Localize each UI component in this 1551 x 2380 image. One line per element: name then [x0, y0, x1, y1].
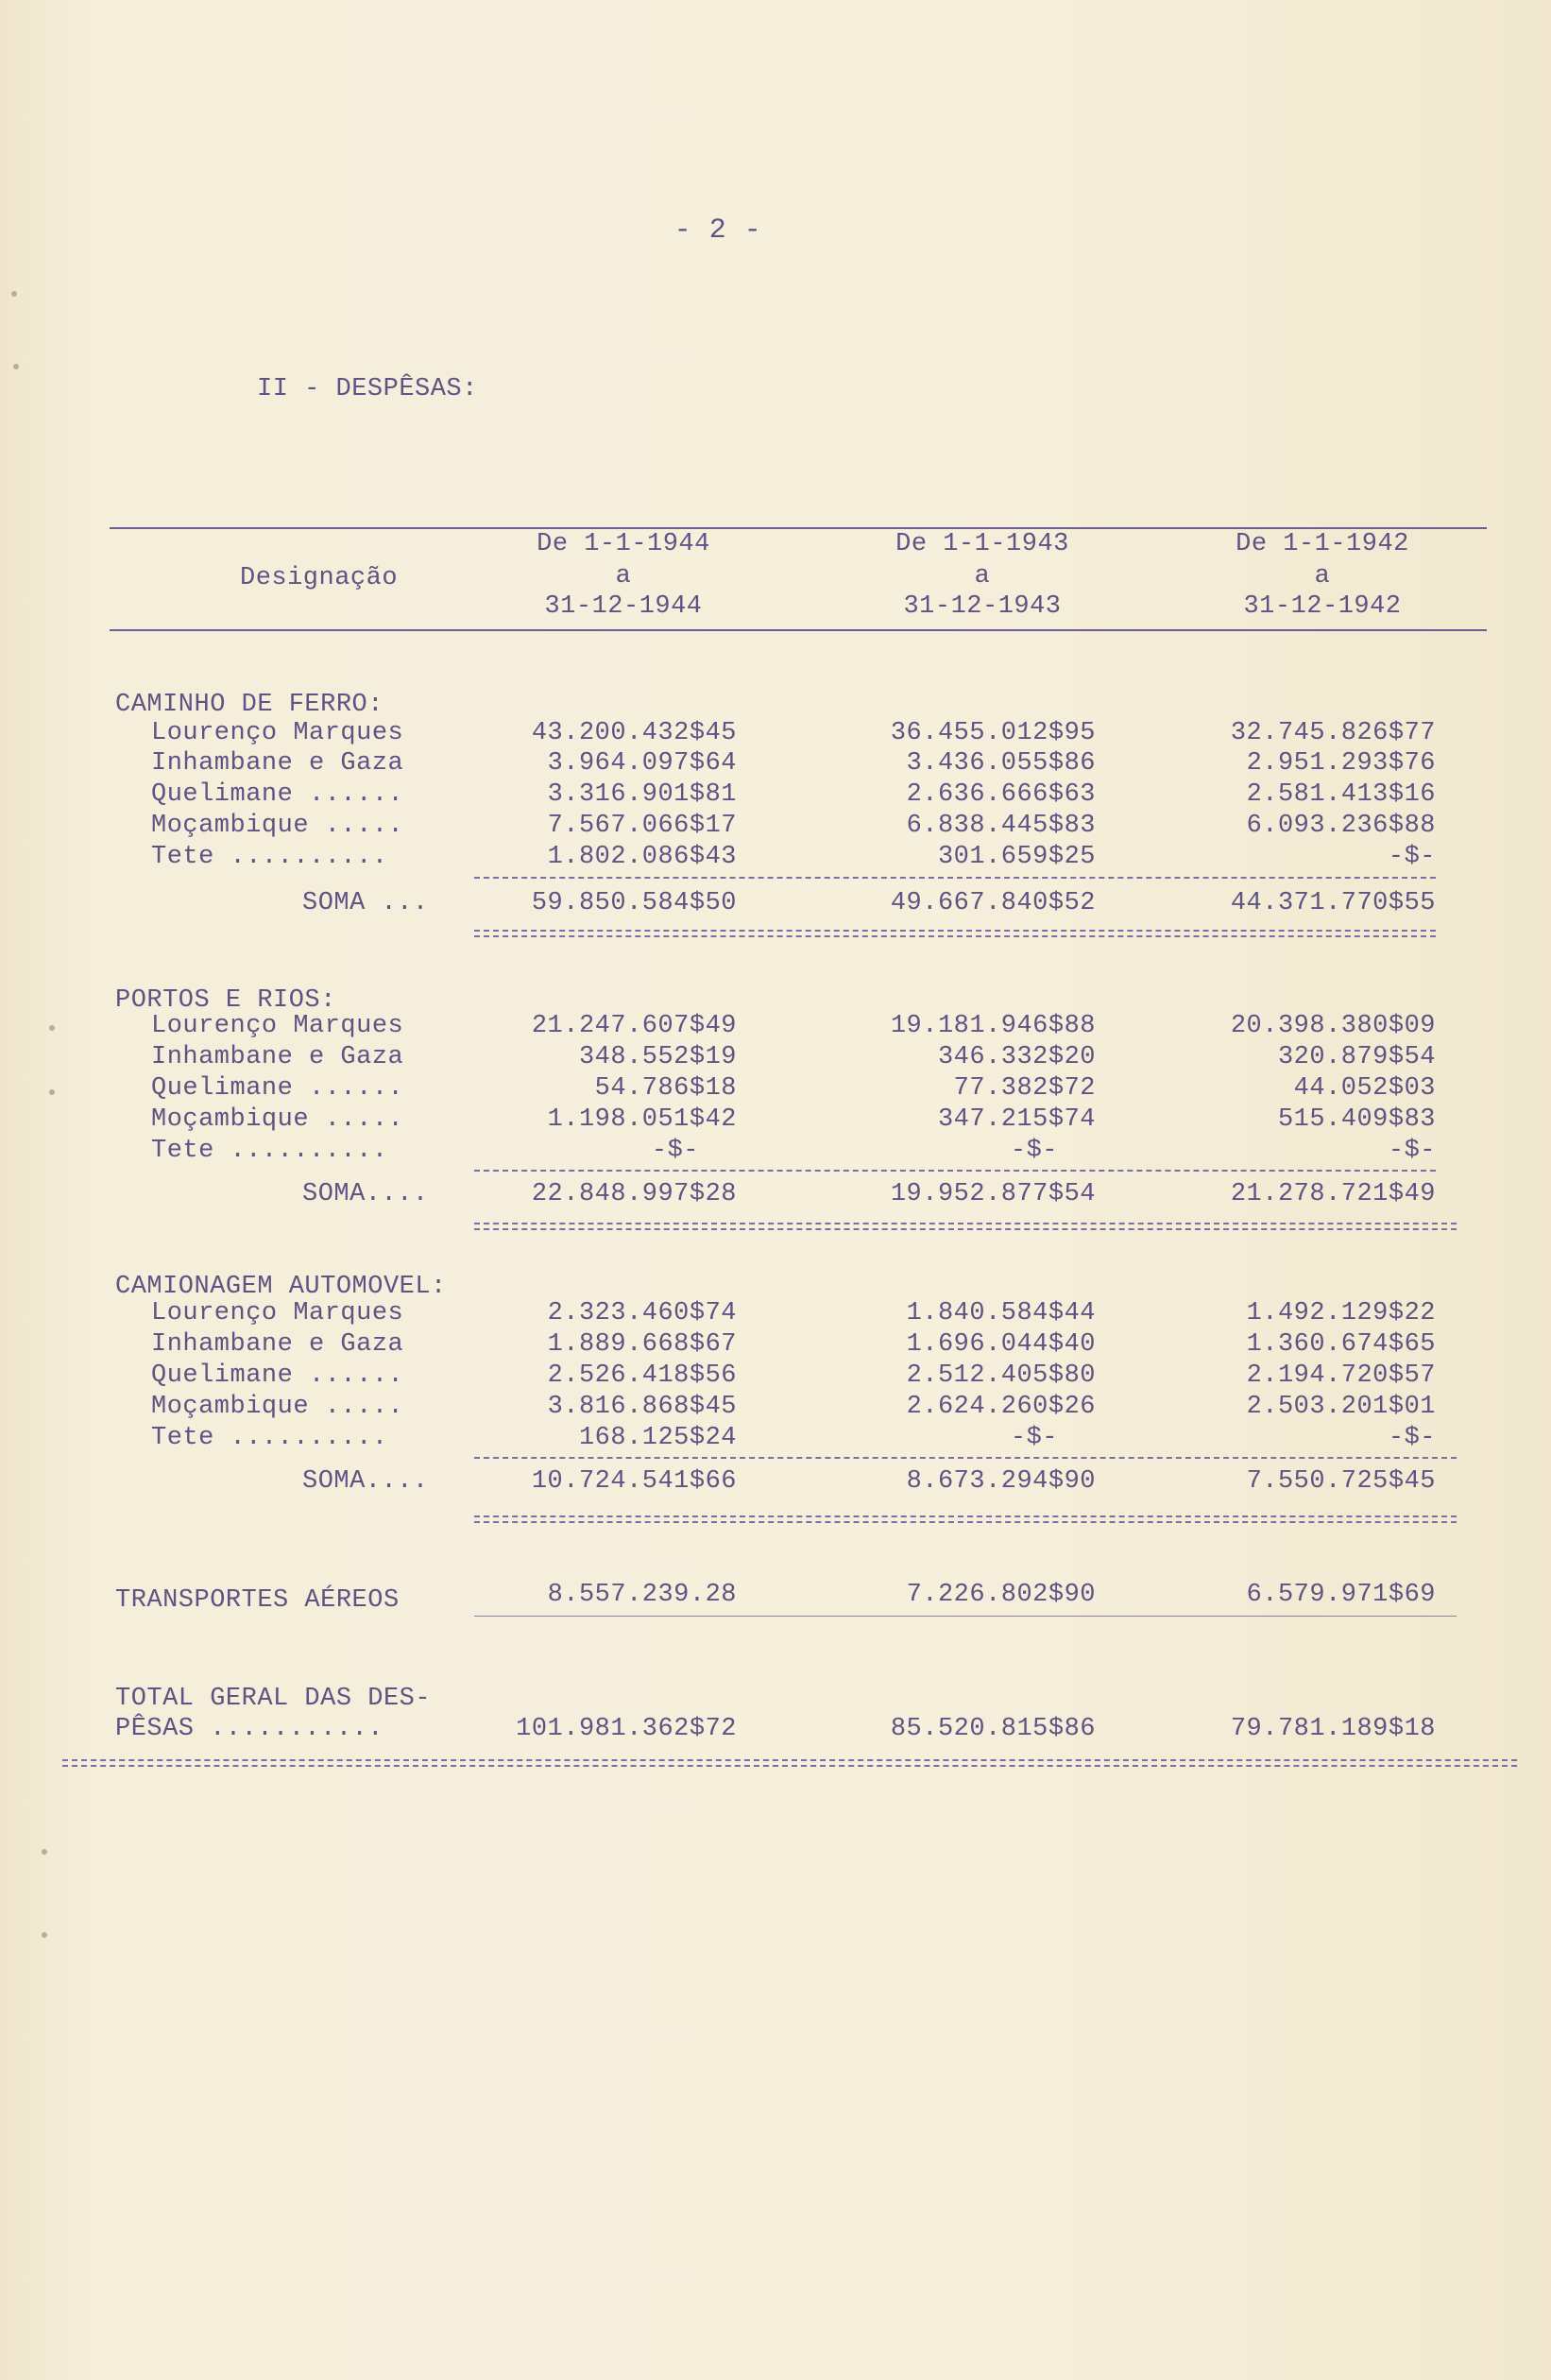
section-title: CAMINHO DE FERRO:	[115, 691, 383, 719]
subtotal-rule	[474, 1170, 1436, 1172]
double-underline	[474, 1228, 1457, 1230]
margin-mark	[11, 291, 17, 297]
margin-mark	[49, 1089, 55, 1095]
margin-mark	[13, 364, 19, 369]
air-underline	[474, 1616, 1457, 1617]
header-bottom-rule	[110, 629, 1487, 631]
page-number: - 2 -	[673, 214, 762, 247]
margin-mark	[42, 1849, 47, 1855]
final-double-underline	[62, 1765, 1517, 1767]
section-title: PORTOS E RIOS:	[115, 986, 336, 1015]
double-underline	[474, 1515, 1457, 1517]
margin-mark	[42, 1932, 47, 1938]
double-underline	[474, 935, 1436, 937]
section-title: II - DESPÊSAS:	[257, 375, 478, 403]
subtotal-rule	[474, 877, 1436, 879]
double-underline	[474, 1223, 1457, 1224]
double-underline	[474, 930, 1436, 932]
designation-header: Designação	[240, 564, 399, 592]
final-double-underline	[62, 1759, 1517, 1761]
margin-mark	[49, 1025, 55, 1031]
double-underline	[474, 1521, 1457, 1523]
subtotal-rule	[474, 1457, 1457, 1459]
section-title: CAMIONAGEM AUTOMOVEL:	[115, 1273, 447, 1301]
